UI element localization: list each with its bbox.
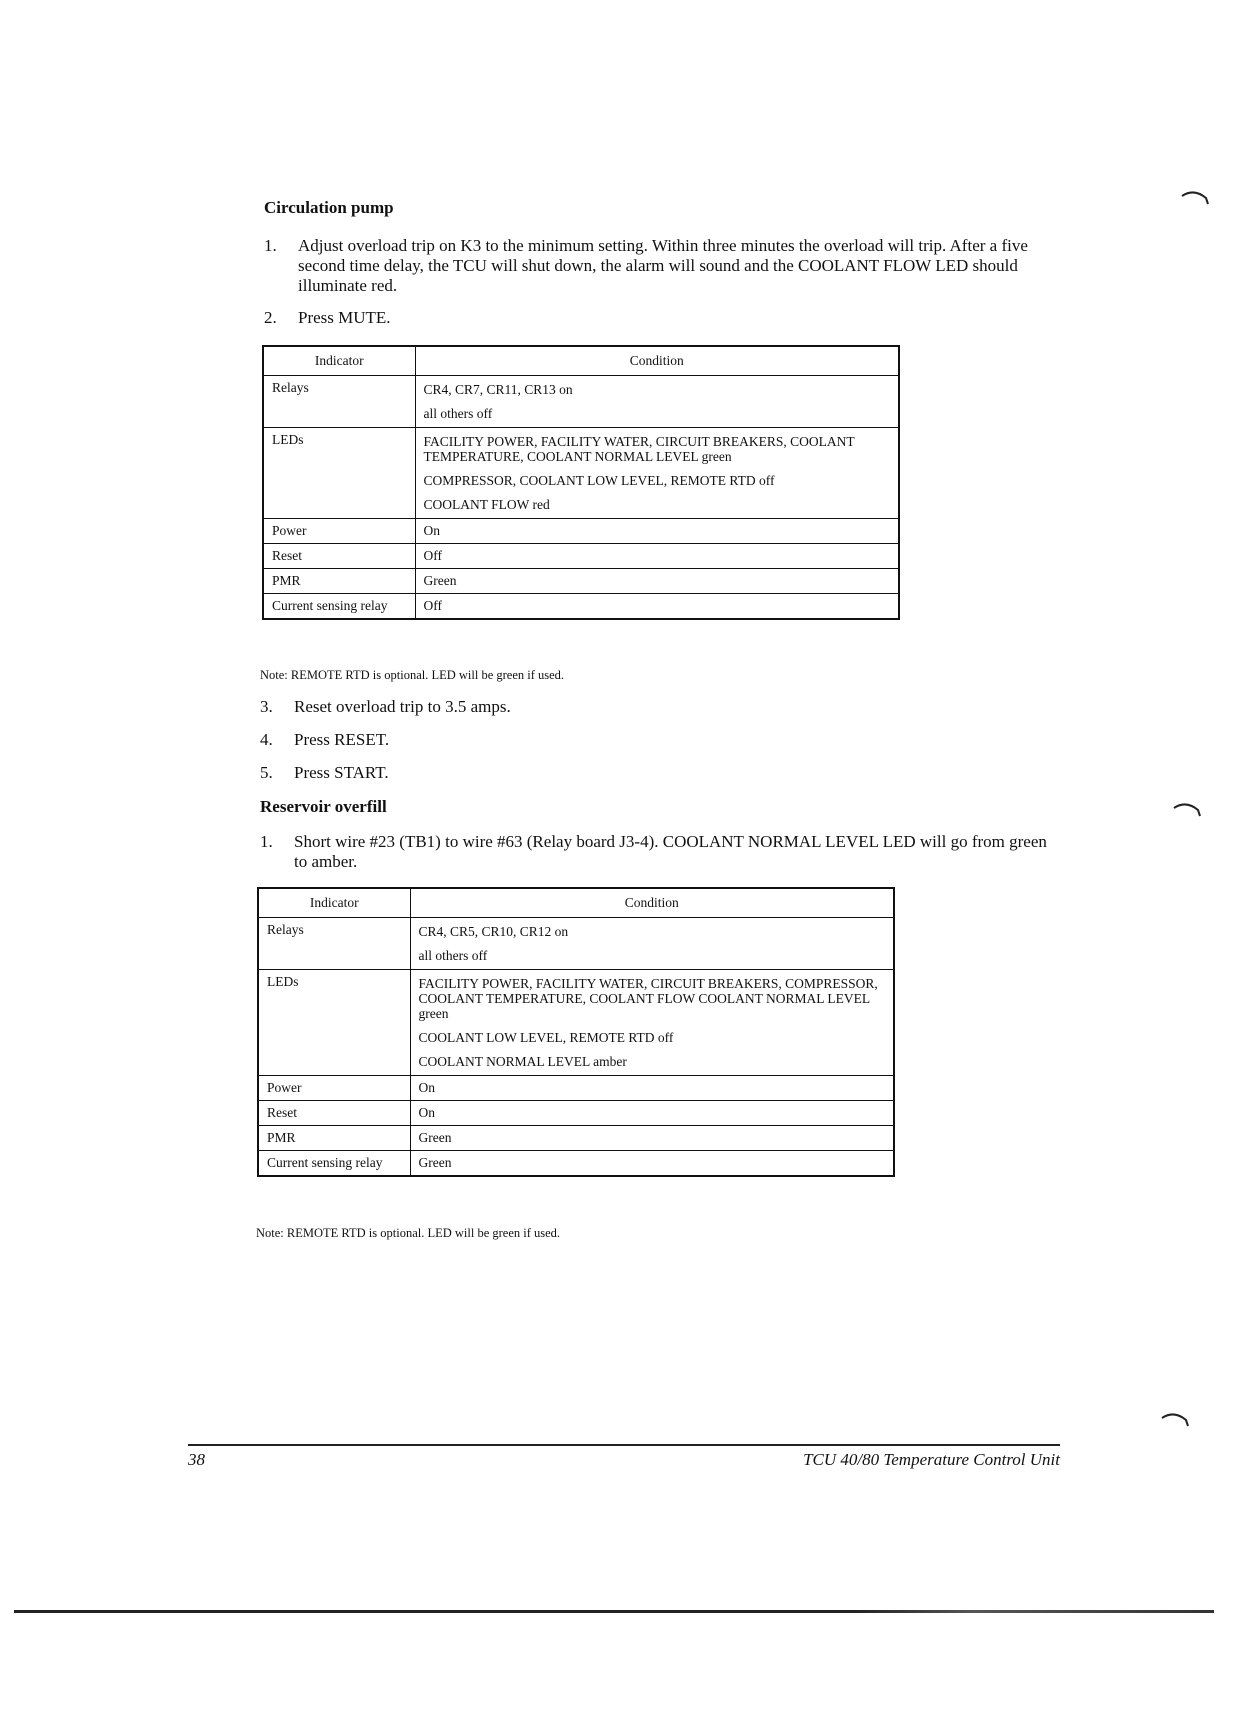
- condition-line: FACILITY POWER, FACILITY WATER, CIRCUIT BREAKERS, COOLANT TEMPERATURE, COOLANT NORMAL LEVEL green: [423, 434, 855, 464]
- indicator-cell: Current sensing relay: [258, 1151, 410, 1177]
- condition-cell: On: [410, 1101, 894, 1126]
- condition-line: COMPRESSOR, COOLANT LOW LEVEL, REMOTE RTD off: [423, 473, 775, 488]
- indicator-cell: Reset: [258, 1101, 410, 1126]
- step-number: 4.: [260, 730, 273, 749]
- punch-hole-mark-icon: [1160, 1410, 1190, 1430]
- condition-line: COOLANT NORMAL LEVEL amber: [418, 1054, 627, 1069]
- condition-line: FACILITY POWER, FACILITY WATER, CIRCUIT BREAKERS, COMPRESSOR, COOLANT TEMPERATURE, COOLANT FLOW COOLANT NORMAL LEVEL green: [418, 976, 878, 1021]
- table-row: [258, 918, 894, 970]
- condition-cell: [415, 376, 899, 428]
- table-note: Note: REMOTE RTD is optional. LED will be green if used.: [256, 1226, 561, 1240]
- condition-cell: Green: [410, 1126, 894, 1151]
- list-item: [260, 832, 1050, 872]
- table-row: [263, 376, 899, 428]
- condition-cell: Off: [415, 544, 899, 569]
- table-row: [258, 970, 894, 1076]
- column-header-indicator: Indicator: [263, 346, 415, 376]
- condition-line: all others off: [418, 948, 488, 963]
- step-number: 1.: [264, 236, 277, 255]
- condition-line: COOLANT LOW LEVEL, REMOTE RTD off: [418, 1030, 674, 1045]
- table-note: Note: REMOTE RTD is optional. LED will be green if used.: [260, 668, 565, 682]
- table-header-row: [258, 888, 894, 918]
- indicator-cell: Power: [263, 519, 415, 544]
- steps-list-reservoir-overfill-before: [260, 832, 1050, 884]
- table-row: [263, 594, 899, 620]
- condition-cell: Green: [415, 569, 899, 594]
- steps-list-circulation-pump-after: [260, 697, 1060, 795]
- list-item: [264, 308, 1064, 328]
- table-row: [258, 1076, 894, 1101]
- step-text: Press RESET.: [294, 730, 390, 749]
- steps-list-circulation-pump-before: [264, 236, 1064, 340]
- list-item: [260, 763, 1060, 783]
- condition-line: CR4, CR5, CR10, CR12 on: [418, 924, 569, 939]
- condition-line: COOLANT FLOW red: [423, 497, 550, 512]
- punch-hole-mark-icon: [1180, 188, 1210, 208]
- condition-cell: On: [415, 519, 899, 544]
- step-text: Adjust overload trip on K3 to the minimum setting. Within three minutes the overload will trip. After a five second time delay, the TCU will shut down, the alarm will sound and the COOLANT FLOW LED should illuminate red.: [298, 236, 1028, 295]
- indicator-cell: Relays: [258, 918, 410, 970]
- table-row: [263, 569, 899, 594]
- step-text: Press START.: [294, 763, 389, 782]
- step-text: Press MUTE.: [298, 308, 391, 327]
- table-header-row: [263, 346, 899, 376]
- column-header-condition: Condition: [415, 346, 899, 376]
- condition-cell: Off: [415, 594, 899, 620]
- indicator-cell: Power: [258, 1076, 410, 1101]
- condition-line: all others off: [423, 406, 493, 421]
- table-row: [258, 1101, 894, 1126]
- section-heading-reservoir-overfill: Reservoir overfill: [260, 797, 387, 816]
- indicator-cell: PMR: [258, 1126, 410, 1151]
- footer-divider: [188, 1444, 1060, 1446]
- condition-cell: On: [410, 1076, 894, 1101]
- step-number: 1.: [260, 832, 273, 851]
- step-text: Reset overload trip to 3.5 amps.: [294, 697, 511, 716]
- condition-cell: [415, 428, 899, 519]
- indicator-cell: LEDs: [258, 970, 410, 1076]
- condition-cell: Green: [410, 1151, 894, 1177]
- table-row: [258, 1151, 894, 1177]
- table-row: [258, 1126, 894, 1151]
- indicator-cell: Reset: [263, 544, 415, 569]
- list-item: [260, 730, 1060, 750]
- condition-table-reservoir-overfill: [257, 887, 895, 1177]
- scan-edge-line: [14, 1610, 1214, 1613]
- condition-cell: [410, 970, 894, 1076]
- section-heading-circulation-pump: Circulation pump: [264, 198, 394, 217]
- indicator-cell: Current sensing relay: [263, 594, 415, 620]
- condition-cell: [410, 918, 894, 970]
- step-number: 5.: [260, 763, 273, 782]
- page-number: 38: [188, 1450, 205, 1469]
- column-header-condition: Condition: [410, 888, 894, 918]
- list-item: [260, 697, 1060, 717]
- indicator-cell: Relays: [263, 376, 415, 428]
- indicator-cell: LEDs: [263, 428, 415, 519]
- step-number: 3.: [260, 697, 273, 716]
- condition-table-circulation-pump: [262, 345, 900, 620]
- punch-hole-mark-icon: [1172, 800, 1202, 820]
- condition-line: CR4, CR7, CR11, CR13 on: [423, 382, 573, 397]
- column-header-indicator: Indicator: [258, 888, 410, 918]
- step-text: Short wire #23 (TB1) to wire #63 (Relay board J3-4). COOLANT NORMAL LEVEL LED will go from green to amber.: [294, 832, 1047, 871]
- list-item: [264, 236, 1064, 296]
- table-row: [263, 428, 899, 519]
- step-number: 2.: [264, 308, 277, 327]
- footer-document-title: TCU 40/80 Temperature Control Unit: [803, 1450, 1060, 1469]
- indicator-cell: PMR: [263, 569, 415, 594]
- table-row: [263, 544, 899, 569]
- table-row: [263, 519, 899, 544]
